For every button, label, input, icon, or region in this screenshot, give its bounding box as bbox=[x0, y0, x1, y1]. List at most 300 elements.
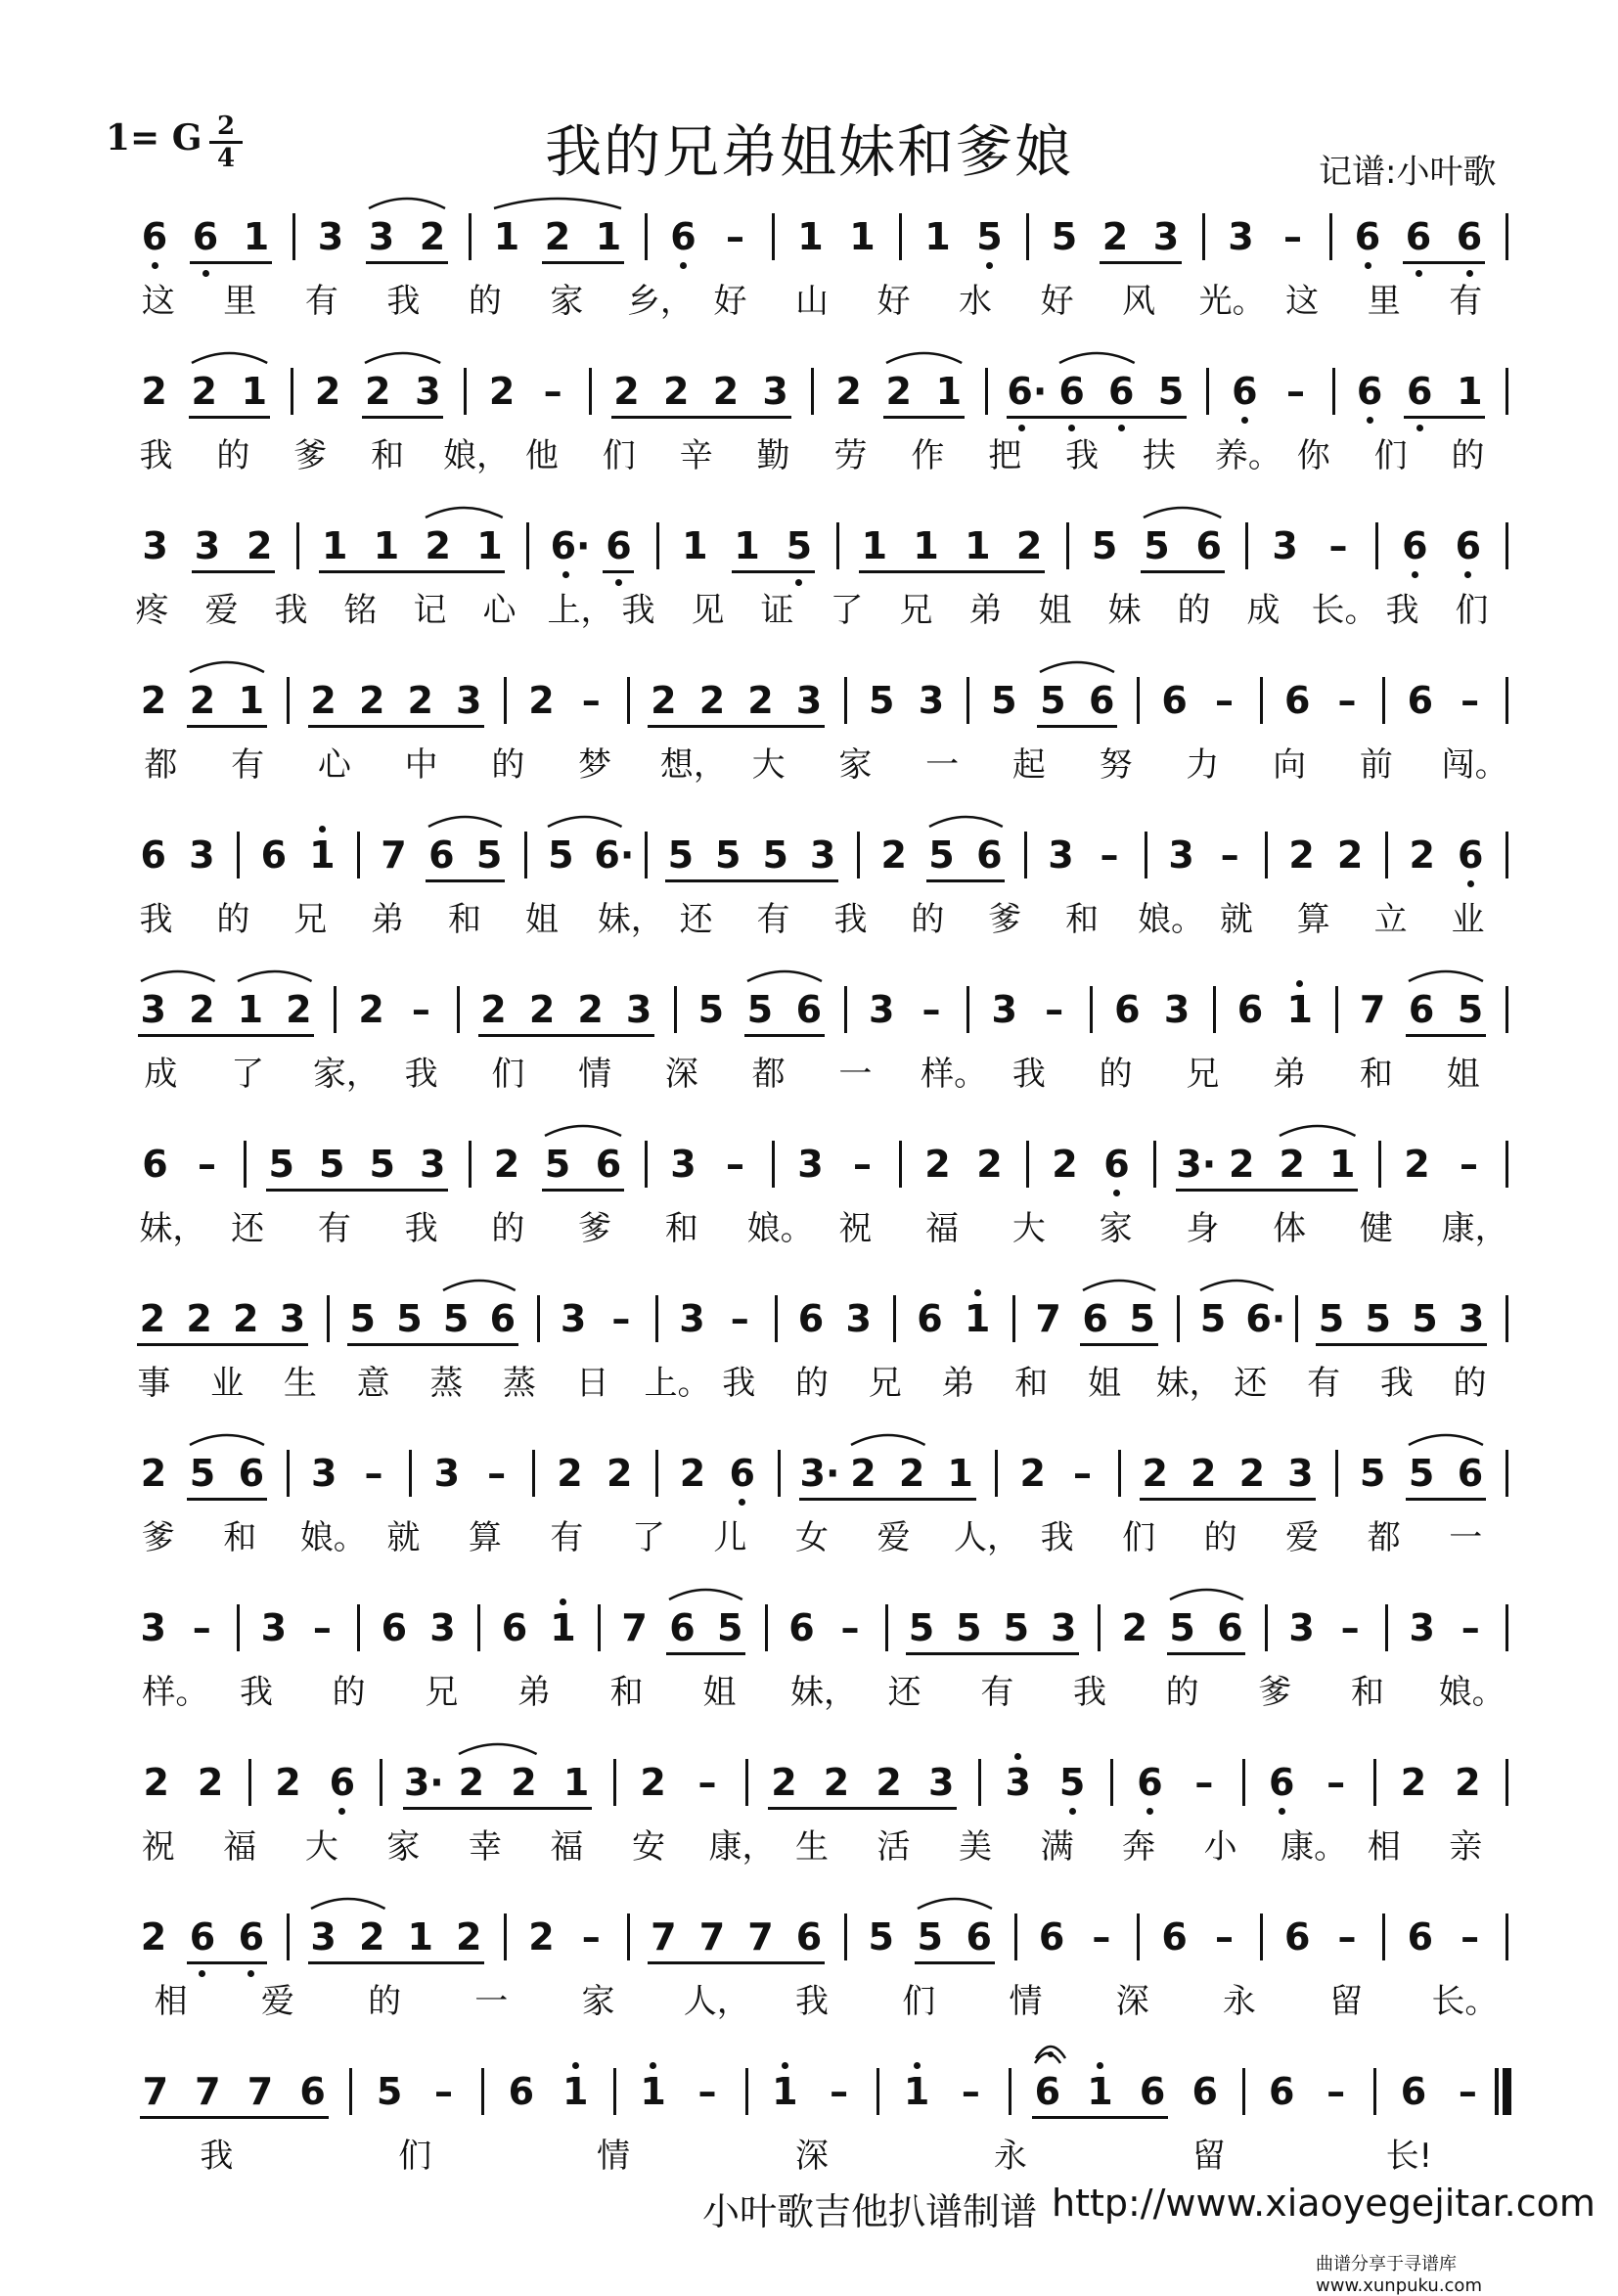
lyric-char: 他 bbox=[524, 436, 559, 475]
beam-underline bbox=[926, 879, 1006, 882]
lyric-char: 把 bbox=[988, 436, 1022, 475]
lyric-char: 一 bbox=[474, 1982, 509, 2021]
barline bbox=[1506, 832, 1508, 878]
dash-sustain: – bbox=[581, 1915, 601, 1958]
footer-share-note: 曲谱分享于寻谱库 www.xunpuku.com bbox=[1316, 2254, 1482, 2296]
note-digit: 5 bbox=[1457, 988, 1484, 1031]
lyric-char: 和 bbox=[223, 1518, 257, 1557]
barline bbox=[334, 986, 337, 1033]
lyric-char: 向 bbox=[1273, 745, 1307, 785]
note-digit: 1 bbox=[1457, 370, 1483, 413]
lyric-char: 还 bbox=[1234, 1364, 1268, 1403]
footer-url[interactable]: http://www.xiaoyegejitar.com bbox=[1052, 2182, 1596, 2225]
note-digit: 5 bbox=[349, 1297, 376, 1340]
beam-underline bbox=[187, 1961, 267, 1964]
note-digit: 6 bbox=[501, 1606, 528, 1649]
lyric-char: 身 bbox=[1186, 1209, 1220, 1248]
barline bbox=[469, 1141, 472, 1188]
octave-low-dot bbox=[1416, 425, 1423, 431]
note-digit: 1 bbox=[493, 215, 520, 258]
note-digit: 2 bbox=[247, 524, 273, 567]
note-digit: 2 bbox=[314, 370, 341, 413]
barline bbox=[409, 1450, 412, 1497]
barline bbox=[645, 832, 648, 878]
beam-underline bbox=[1406, 1034, 1486, 1037]
barline bbox=[1118, 1450, 1121, 1497]
note-digit: 6· bbox=[550, 524, 591, 567]
note-digit: 6 bbox=[1161, 679, 1188, 722]
lyric-char: 铭 bbox=[343, 591, 378, 630]
note-digit: 6· bbox=[1245, 1297, 1286, 1340]
lyric-char: 们 bbox=[1373, 436, 1408, 475]
note-digit: 2 bbox=[143, 1761, 169, 1804]
lyric-char: 的 bbox=[1453, 1364, 1487, 1403]
lyric-char: 蒸 bbox=[503, 1364, 537, 1403]
barline bbox=[765, 1604, 768, 1651]
lyric-char: 妹， bbox=[1155, 1364, 1223, 1403]
beam-underline bbox=[768, 1807, 957, 1810]
barline bbox=[645, 1141, 648, 1188]
lyric-char: 留 bbox=[1329, 1982, 1364, 2021]
beam-underline bbox=[1403, 261, 1485, 264]
note-digit: 2 bbox=[358, 679, 385, 722]
barline bbox=[613, 1759, 616, 1806]
note-digit: 1 bbox=[1329, 1143, 1356, 1186]
score-line bbox=[0, 1141, 1618, 1268]
note-digit: 3 bbox=[1458, 1297, 1485, 1340]
barline bbox=[1265, 832, 1268, 878]
tie-slur bbox=[850, 1430, 926, 1446]
octave-low-dot bbox=[986, 262, 993, 269]
beam-underline bbox=[665, 879, 838, 882]
octave-low-dot bbox=[739, 1499, 745, 1506]
barline bbox=[1373, 2068, 1376, 2115]
barline bbox=[1153, 1141, 1156, 1188]
tie-slur bbox=[140, 967, 216, 982]
meter-numerator: 2 bbox=[216, 112, 236, 141]
score-line bbox=[0, 986, 1618, 1113]
lyric-char: 长。 bbox=[1431, 1982, 1499, 2021]
barline bbox=[589, 368, 592, 415]
tie-slur bbox=[191, 348, 268, 364]
lyric-char: 我 bbox=[404, 1209, 438, 1248]
lyric-char: 人， bbox=[954, 1518, 1021, 1557]
lyric-char: 们 bbox=[902, 1982, 936, 2021]
note-digit: 5 bbox=[376, 2070, 403, 2113]
barline bbox=[296, 522, 299, 569]
dash-sustain: – bbox=[1214, 1915, 1234, 1958]
lyric-char: 活 bbox=[876, 1827, 911, 1867]
beam-underline bbox=[138, 1034, 315, 1037]
lyric-char: 们 bbox=[491, 1055, 525, 1094]
lyric-char: 和 bbox=[448, 900, 481, 939]
tie-slur bbox=[493, 194, 622, 209]
score-line bbox=[0, 1604, 1618, 1732]
lyric-char: 家 bbox=[581, 1982, 615, 2021]
score-line bbox=[0, 1759, 1618, 1886]
octave-high-dot bbox=[319, 826, 326, 833]
note-digit: 1 bbox=[595, 215, 622, 258]
barline bbox=[1024, 832, 1027, 878]
lyric-char: 妹， bbox=[597, 900, 664, 939]
note-digit: 2 bbox=[880, 833, 907, 877]
note-digit: 2 bbox=[407, 679, 433, 722]
note-digit: 3 bbox=[260, 1606, 288, 1649]
barline bbox=[966, 677, 969, 724]
barline bbox=[645, 213, 648, 260]
note-digit: 6 bbox=[1354, 215, 1381, 258]
lyric-char: 蒸 bbox=[429, 1364, 464, 1403]
lyric-char: 和 bbox=[1014, 1364, 1049, 1403]
octave-low-dot bbox=[615, 579, 622, 586]
note-digit: 6 bbox=[670, 215, 697, 258]
octave-low-dot bbox=[199, 1970, 205, 1977]
note-digit: 2 bbox=[528, 1915, 555, 1958]
barline bbox=[613, 2068, 616, 2115]
barline bbox=[1506, 677, 1508, 724]
note-digit: 3 bbox=[1272, 524, 1298, 567]
note-digit: 6 bbox=[489, 1297, 517, 1340]
note-digit: 1 bbox=[373, 524, 400, 567]
barline bbox=[1329, 213, 1332, 260]
note-digit: 6 bbox=[1408, 988, 1435, 1031]
note-digit: 3 bbox=[762, 370, 788, 413]
note-digit: 3· bbox=[1176, 1143, 1217, 1186]
note-digit: 3 bbox=[433, 1452, 461, 1495]
lyric-char: 前 bbox=[1359, 745, 1393, 785]
dash-sustain: – bbox=[1461, 1915, 1480, 1958]
note-digit: 2 bbox=[885, 370, 912, 413]
dash-sustain: – bbox=[730, 1297, 749, 1340]
note-digit: 2 bbox=[493, 1143, 520, 1186]
barline bbox=[464, 368, 467, 415]
note-digit: 5 bbox=[268, 1143, 294, 1186]
lyric-char: 心 bbox=[317, 745, 351, 785]
tie-slur bbox=[458, 1739, 538, 1755]
barline bbox=[655, 1295, 658, 1342]
tie-slur bbox=[885, 348, 963, 364]
note-digit: 7 bbox=[142, 2070, 169, 2113]
barline bbox=[876, 2068, 879, 2115]
dash-sustain: – bbox=[1214, 679, 1234, 722]
note-digit: 3 bbox=[317, 215, 344, 258]
beam-underline bbox=[648, 1961, 825, 1964]
lyric-char: 的 bbox=[491, 1209, 525, 1248]
lyric-char: 算 bbox=[1296, 900, 1330, 939]
note-digit: 5 bbox=[189, 1452, 216, 1495]
note-digit: 2 bbox=[358, 1915, 385, 1958]
note-digit: 6 bbox=[1137, 1761, 1163, 1804]
lyric-char: 和 bbox=[1351, 1673, 1384, 1712]
lyric-char: 健 bbox=[1359, 1209, 1393, 1248]
beam-underline bbox=[648, 725, 825, 728]
lyric-char: 上。 bbox=[644, 1364, 711, 1403]
note-digit: 5 bbox=[976, 215, 1003, 258]
tie-slur bbox=[189, 657, 265, 673]
barline bbox=[778, 1450, 781, 1497]
tie-slur bbox=[1408, 967, 1484, 982]
dash-sustain: – bbox=[1337, 679, 1357, 722]
note-digit: 3 bbox=[420, 1143, 446, 1186]
note-digit: 7 bbox=[747, 1915, 774, 1958]
lyric-char: 我 bbox=[722, 1364, 756, 1403]
note-digit: 2 bbox=[488, 370, 516, 413]
lyric-char: 情 bbox=[1009, 1982, 1043, 2021]
barline bbox=[844, 986, 847, 1033]
barline bbox=[1506, 1295, 1508, 1342]
barline bbox=[772, 1141, 775, 1188]
lyric-char: 深 bbox=[795, 2137, 829, 2176]
note-digit: 3 bbox=[310, 1915, 337, 1958]
note-digit: 6 bbox=[381, 1606, 408, 1649]
barline bbox=[1026, 213, 1029, 260]
note-digit: 2 bbox=[771, 1761, 797, 1804]
note-digit: 6 bbox=[1236, 988, 1264, 1031]
beam-underline bbox=[1140, 1498, 1317, 1501]
note-digit: 3 bbox=[368, 215, 395, 258]
octave-low-dot bbox=[680, 262, 687, 269]
final-barline-thick bbox=[1503, 2068, 1511, 2115]
barline bbox=[1213, 986, 1216, 1033]
lyric-char: 一 bbox=[925, 745, 960, 785]
note-digit: 3 bbox=[868, 988, 895, 1031]
lyric-char: 儿 bbox=[713, 1518, 747, 1557]
barline bbox=[627, 677, 630, 724]
tie-slur bbox=[189, 1430, 265, 1446]
octave-high-dot bbox=[650, 2062, 656, 2069]
note-digit: 5 bbox=[1169, 1606, 1195, 1649]
note-digit: 2 bbox=[189, 679, 216, 722]
note-digit: 2 bbox=[876, 1761, 902, 1804]
lyric-char: 我 bbox=[200, 2137, 234, 2176]
final-barline bbox=[1495, 2068, 1499, 2115]
note-digit: 2 bbox=[679, 1452, 706, 1495]
lyric-char: 弟 bbox=[941, 1364, 975, 1403]
lyric-char: 爱 bbox=[204, 591, 239, 630]
note-digit: 2 bbox=[140, 1915, 167, 1958]
beam-underline bbox=[1404, 416, 1485, 419]
lyric-char: 们 bbox=[1122, 1518, 1156, 1557]
note-digit: 5 bbox=[1040, 679, 1066, 722]
note-digit: 3 bbox=[991, 988, 1017, 1031]
dash-sustain: – bbox=[1458, 2070, 1477, 2113]
note-digit: 2 bbox=[651, 679, 677, 722]
lyric-char: 爹 bbox=[988, 900, 1022, 939]
barline bbox=[844, 677, 847, 724]
lyric-char: 辛 bbox=[679, 436, 713, 475]
barline bbox=[1335, 1450, 1338, 1497]
note-digit: 5 bbox=[762, 833, 788, 877]
note-digit: 7 bbox=[247, 2070, 274, 2113]
note-digit: 6 bbox=[141, 215, 168, 258]
lyric-char: 美 bbox=[959, 1827, 993, 1867]
note-digit: 2 bbox=[613, 370, 640, 413]
lyric-char: 这 bbox=[141, 282, 175, 321]
note-digit: 2 bbox=[1229, 1143, 1255, 1186]
dash-sustain: – bbox=[961, 2070, 980, 2113]
note-digit: 2 bbox=[425, 524, 451, 567]
note-digit: 5 bbox=[956, 1606, 982, 1649]
note-digit: 1 bbox=[407, 1915, 433, 1958]
note-digit: 5 bbox=[1051, 215, 1078, 258]
note-digit: 6 bbox=[1034, 2070, 1061, 2113]
note-digit: 2 bbox=[577, 988, 604, 1031]
beam-underline bbox=[266, 1189, 449, 1192]
lyric-char: 都 bbox=[1367, 1518, 1401, 1557]
note-digit: 1 bbox=[562, 2070, 589, 2113]
note-digit: 1 bbox=[550, 1606, 576, 1649]
lyric-char: 深 bbox=[1115, 1982, 1149, 2021]
note-digit: 5 bbox=[908, 1606, 935, 1649]
octave-low-dot bbox=[1146, 1808, 1153, 1815]
dash-sustain: – bbox=[1073, 1452, 1093, 1495]
lyric-char: 都 bbox=[144, 745, 178, 785]
note-digit: 3 bbox=[560, 1297, 587, 1340]
barline bbox=[244, 1141, 247, 1188]
note-digit: 1 bbox=[913, 524, 939, 567]
octave-low-dot bbox=[247, 1970, 254, 1977]
note-digit: 5 bbox=[1058, 1761, 1086, 1804]
lyric-char: 永 bbox=[1222, 1982, 1256, 2021]
barline bbox=[237, 832, 240, 878]
lyric-char: 家 bbox=[1099, 1209, 1133, 1248]
lyric-char: 山 bbox=[795, 282, 829, 321]
lyric-char: 大 bbox=[304, 1827, 338, 1867]
note-digit: 2 bbox=[850, 1452, 876, 1495]
note-digit: 2 bbox=[698, 679, 726, 722]
lyric-char: 相 bbox=[1367, 1827, 1401, 1867]
barline bbox=[477, 1604, 480, 1651]
lyric-char: 算 bbox=[468, 1518, 502, 1557]
note-digit: 5 bbox=[697, 988, 725, 1031]
note-digit: 1 bbox=[476, 524, 503, 567]
dash-sustain: – bbox=[198, 1143, 216, 1186]
tie-slur bbox=[1279, 1121, 1357, 1137]
note-digit: 5 bbox=[928, 833, 955, 877]
lyric-char: 就 bbox=[386, 1518, 421, 1557]
note-digit: 3 bbox=[1005, 1761, 1031, 1804]
note-digit: 5 bbox=[746, 988, 774, 1031]
octave-low-dot bbox=[562, 571, 569, 578]
beam-underline bbox=[744, 1034, 825, 1037]
note-digit: 5 bbox=[1412, 1297, 1438, 1340]
song-title: 我的兄弟姐妹和爹娘 bbox=[544, 118, 1073, 185]
note-digit: 6 bbox=[606, 524, 632, 567]
barline bbox=[1090, 986, 1093, 1033]
beam-underline bbox=[1080, 1343, 1158, 1346]
barline bbox=[327, 1295, 330, 1342]
lyric-char: 我 bbox=[1379, 1364, 1414, 1403]
dash-sustain: – bbox=[1461, 1606, 1480, 1649]
score-line bbox=[0, 832, 1618, 959]
barline bbox=[775, 1295, 778, 1342]
dash-sustain: – bbox=[1100, 833, 1119, 877]
tie-slur bbox=[368, 194, 446, 209]
lyric-char: 娘， bbox=[443, 436, 510, 475]
note-digit: 3 bbox=[194, 524, 221, 567]
note-digit: 6 bbox=[1456, 215, 1483, 258]
dash-sustain: – bbox=[312, 1606, 332, 1649]
note-digit: 2 bbox=[358, 988, 384, 1031]
dash-sustain: – bbox=[1337, 1915, 1357, 1958]
note-digit: 6 bbox=[1407, 1915, 1434, 1958]
barline bbox=[469, 213, 472, 260]
lyric-char: 生 bbox=[283, 1364, 317, 1403]
note-digit: 6 bbox=[1139, 2070, 1166, 2113]
note-digit: 3 bbox=[1288, 1606, 1315, 1649]
lyric-char: 小 bbox=[1203, 1827, 1237, 1867]
barline bbox=[1245, 522, 1248, 569]
dash-sustain: – bbox=[1460, 1143, 1478, 1186]
barline bbox=[627, 1913, 630, 1960]
barline bbox=[1242, 1759, 1245, 1806]
lyric-char: 兄 bbox=[293, 900, 328, 939]
note-digit: 6 bbox=[1407, 679, 1434, 722]
beam-underline bbox=[308, 725, 485, 728]
barline bbox=[899, 213, 902, 260]
tie-slur bbox=[425, 503, 504, 518]
beam-underline bbox=[1007, 416, 1187, 419]
note-digit: 3 bbox=[140, 988, 166, 1031]
lyric-char: 养。 bbox=[1214, 436, 1281, 475]
lyric-char: 的 bbox=[216, 436, 250, 475]
note-digit: 2 bbox=[640, 1761, 666, 1804]
note-digit: 3 bbox=[1051, 1606, 1077, 1649]
note-digit: 2 bbox=[747, 679, 774, 722]
note-digit: 2 bbox=[1336, 833, 1364, 877]
barline bbox=[291, 368, 293, 415]
barline bbox=[772, 213, 775, 260]
lyric-char: 劳 bbox=[833, 436, 868, 475]
lyric-char: 一 bbox=[838, 1055, 873, 1094]
note-digit: 5 bbox=[1157, 370, 1185, 413]
note-digit: 2 bbox=[835, 370, 862, 413]
lyric-char: 有 bbox=[550, 1518, 584, 1557]
tie-slur bbox=[1199, 1276, 1275, 1291]
lyric-char: 了 bbox=[631, 1518, 665, 1557]
beam-underline bbox=[190, 261, 272, 264]
lyric-char: 的 bbox=[332, 1673, 366, 1712]
tie-slur bbox=[1169, 1585, 1244, 1600]
octave-low-dot bbox=[1467, 880, 1474, 887]
beam-underline bbox=[883, 416, 965, 419]
lyric-char: 体 bbox=[1273, 1209, 1307, 1248]
lyric-char: 有 bbox=[980, 1673, 1014, 1712]
note-digit: 5 bbox=[1365, 1297, 1391, 1340]
beam-underline bbox=[1037, 725, 1117, 728]
dash-sustain: – bbox=[1220, 833, 1239, 877]
note-digit: 5 bbox=[369, 1143, 395, 1186]
lyric-char: 姐 bbox=[1087, 1364, 1121, 1403]
note-digit: 6· bbox=[1007, 370, 1048, 413]
octave-low-dot bbox=[1068, 425, 1075, 431]
lyric-char: 业 bbox=[1451, 900, 1485, 939]
lyric-char: 深 bbox=[664, 1055, 698, 1094]
beam-underline bbox=[611, 416, 791, 419]
beam-underline bbox=[362, 416, 443, 419]
beam-underline bbox=[137, 1343, 308, 1346]
note-digit: 5 bbox=[1144, 524, 1170, 567]
note-digit: 6 bbox=[1103, 1143, 1130, 1186]
lyric-char: 的 bbox=[468, 282, 502, 321]
tie-slur bbox=[237, 967, 313, 982]
note-digit: 6 bbox=[1455, 524, 1482, 567]
dash-sustain: – bbox=[1340, 1606, 1360, 1649]
note-digit: 6 bbox=[1058, 370, 1085, 413]
note-digit: 3 bbox=[142, 524, 168, 567]
note-digit: 3 bbox=[415, 370, 441, 413]
barline bbox=[745, 2068, 748, 2115]
